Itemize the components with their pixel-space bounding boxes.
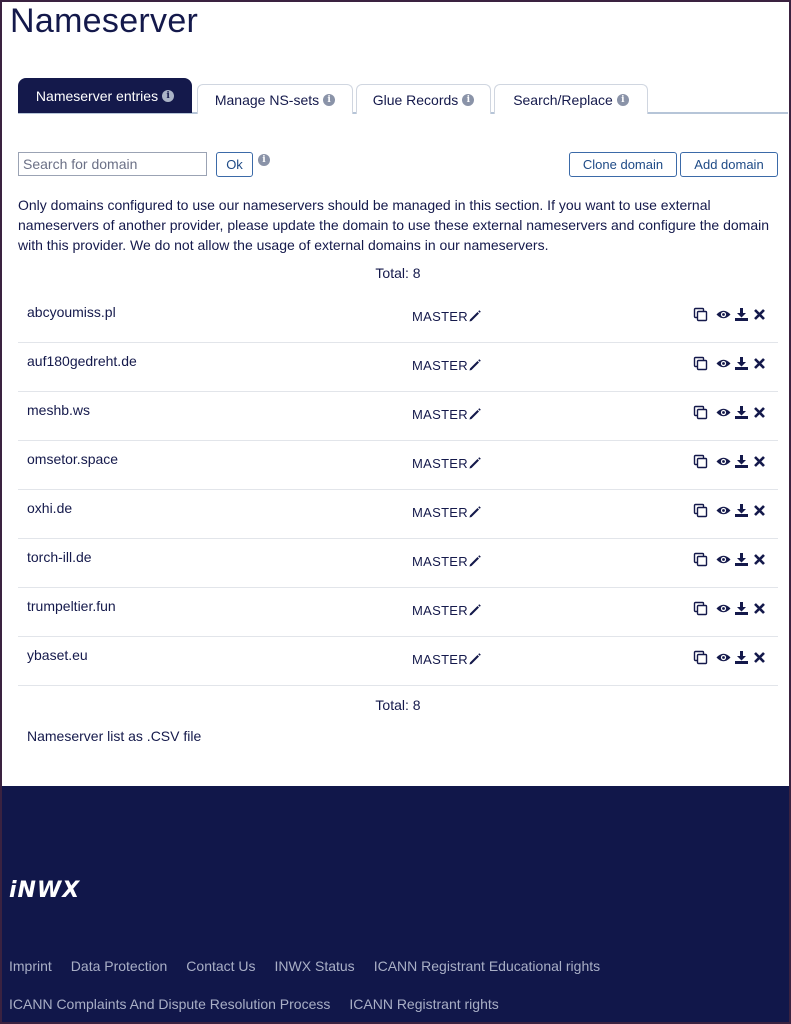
table-row — [18, 294, 778, 343]
table-row — [18, 588, 778, 637]
eye-icon[interactable] — [716, 454, 731, 469]
download-icon[interactable] — [734, 356, 749, 371]
domain-name[interactable]: ybaset.eu — [27, 647, 88, 663]
footer-link-icann-complaints[interactable]: ICANN Complaints And Dispute Resolution Process — [9, 996, 331, 1012]
clone-domain-button[interactable]: Clone domain — [569, 152, 677, 177]
copy-icon[interactable] — [693, 601, 708, 616]
tab-label: Nameserver entries — [35, 88, 159, 104]
copy-icon[interactable] — [693, 503, 708, 518]
notice-text: Only domains configured to use our nameservers should be managed in this section. If you want to use external nameservers of another provider, please update the domain to use these external nameservers and configure the domain with this provider. We do not allow the usage of external domains in our nameservers. — [18, 197, 770, 253]
table-row — [18, 539, 778, 588]
info-icon[interactable]: i — [258, 154, 270, 166]
tab-nameserver-entries[interactable] — [18, 78, 192, 113]
add-domain-button[interactable]: Add domain — [680, 152, 778, 177]
close-icon[interactable] — [752, 552, 767, 567]
domain-name[interactable]: auf180gedreht.de — [27, 353, 137, 369]
pencil-icon[interactable] — [468, 505, 482, 519]
footer-link-inwx-status[interactable]: INWX Status — [274, 958, 355, 974]
table-row — [18, 441, 778, 490]
footer-links — [9, 958, 619, 974]
close-icon[interactable] — [752, 650, 767, 665]
download-icon[interactable] — [734, 307, 749, 322]
eye-icon[interactable] — [716, 650, 731, 665]
domain-name[interactable]: torch-ill.de — [27, 549, 92, 565]
table-row — [18, 637, 778, 686]
tab-label: Search/Replace — [513, 91, 613, 108]
pencil-icon[interactable] — [468, 652, 482, 666]
info-icon: i — [162, 90, 174, 102]
ns-type: MASTER — [412, 309, 468, 324]
footer-link-imprint[interactable]: Imprint — [9, 958, 52, 974]
copy-icon[interactable] — [693, 405, 708, 420]
tab-bar — [18, 78, 788, 114]
page-title: Nameserver — [10, 2, 199, 40]
pencil-icon[interactable] — [468, 554, 482, 568]
eye-icon[interactable] — [716, 552, 731, 567]
close-icon[interactable] — [752, 356, 767, 371]
close-icon[interactable] — [752, 307, 767, 322]
copy-icon[interactable] — [693, 552, 708, 567]
pencil-icon[interactable] — [468, 358, 482, 372]
pencil-icon[interactable] — [468, 603, 482, 617]
tab-glue-records[interactable] — [356, 84, 491, 114]
download-icon[interactable] — [734, 405, 749, 420]
table-row — [18, 343, 778, 392]
domain-name[interactable]: oxhi.de — [27, 500, 73, 516]
download-icon[interactable] — [734, 503, 749, 518]
close-icon[interactable] — [752, 405, 767, 420]
total-count: Total: 8 — [375, 697, 421, 713]
ns-type: MASTER — [412, 407, 468, 422]
eye-icon[interactable] — [716, 503, 731, 518]
copy-icon[interactable] — [693, 650, 708, 665]
ns-type: MASTER — [412, 358, 468, 373]
ns-type: MASTER — [412, 554, 468, 569]
domain-name[interactable]: trumpeltier.fun — [27, 598, 116, 614]
total-count: Total: 8 — [375, 265, 421, 281]
pencil-icon[interactable] — [468, 456, 482, 470]
ns-type: MASTER — [412, 456, 468, 471]
footer-links — [9, 996, 518, 1012]
domain-name[interactable]: meshb.ws — [27, 402, 91, 418]
footer-link-icann-registrant-rights[interactable]: ICANN Registrant rights — [349, 996, 499, 1012]
info-icon: i — [323, 94, 335, 106]
ns-type: MASTER — [412, 652, 468, 667]
tab-search-replace[interactable] — [494, 84, 648, 114]
eye-icon[interactable] — [716, 601, 731, 616]
csv-download-link[interactable]: Nameserver list as .CSV file — [27, 728, 202, 744]
inwx-logo[interactable]: iNWX — [9, 878, 81, 903]
table-row — [18, 490, 778, 539]
download-icon[interactable] — [734, 454, 749, 469]
tab-manage-ns-sets[interactable] — [197, 84, 353, 114]
pencil-icon[interactable] — [468, 309, 482, 323]
search-input[interactable] — [18, 152, 207, 176]
tab-label: Glue Records — [372, 91, 459, 108]
copy-icon[interactable] — [693, 454, 708, 469]
domain-name[interactable]: omsetor.space — [27, 451, 119, 467]
footer — [0, 786, 791, 1024]
eye-icon[interactable] — [716, 307, 731, 322]
download-icon[interactable] — [734, 650, 749, 665]
close-icon[interactable] — [752, 454, 767, 469]
tab-label: Manage NS-sets — [214, 91, 320, 108]
footer-link-data-protection[interactable]: Data Protection — [70, 958, 168, 974]
search-ok-button[interactable]: Ok — [216, 152, 253, 177]
ns-type: MASTER — [412, 603, 468, 618]
close-icon[interactable] — [752, 503, 767, 518]
copy-icon[interactable] — [693, 307, 708, 322]
footer-link-icann-educational-rights[interactable]: ICANN Registrant Educational rights — [373, 958, 601, 974]
ns-type: MASTER — [412, 505, 468, 520]
info-icon: i — [617, 94, 629, 106]
domain-list — [18, 294, 778, 686]
download-icon[interactable] — [734, 601, 749, 616]
domain-name[interactable]: abcyoumiss.pl — [27, 304, 116, 320]
copy-icon[interactable] — [693, 356, 708, 371]
table-row — [18, 392, 778, 441]
eye-icon[interactable] — [716, 405, 731, 420]
info-icon: i — [462, 94, 474, 106]
eye-icon[interactable] — [716, 356, 731, 371]
download-icon[interactable] — [734, 552, 749, 567]
footer-link-contact-us[interactable]: Contact Us — [186, 958, 256, 974]
close-icon[interactable] — [752, 601, 767, 616]
pencil-icon[interactable] — [468, 407, 482, 421]
